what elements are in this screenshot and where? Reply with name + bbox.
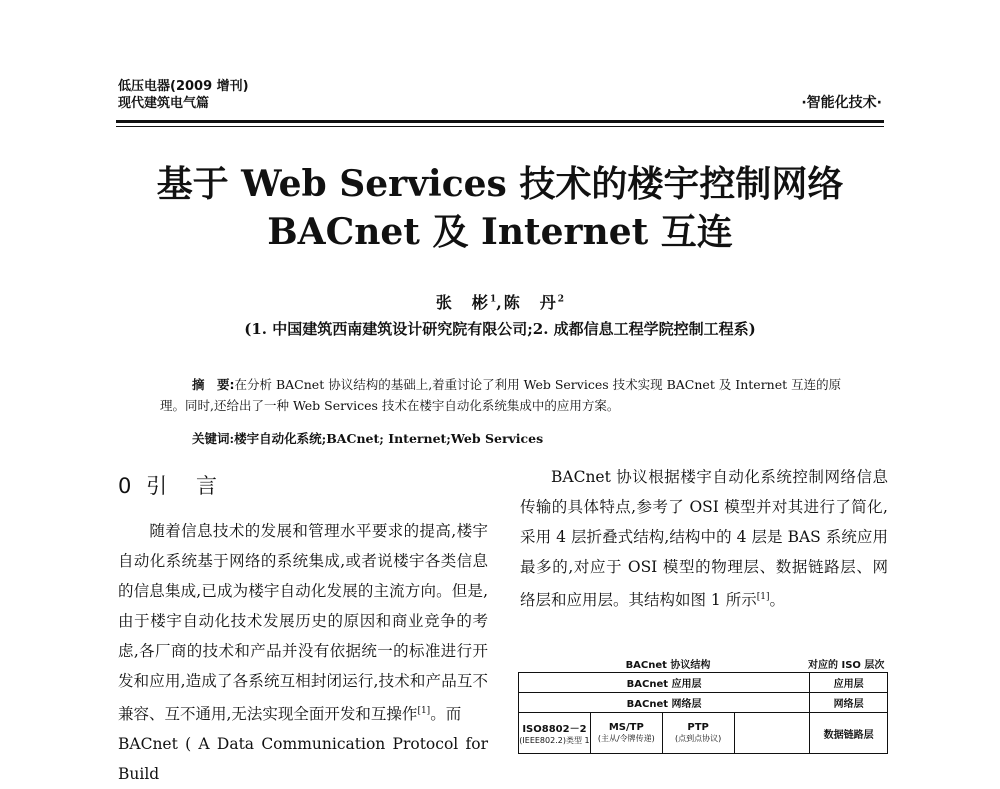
citation-1: [1]: [417, 706, 431, 716]
abstract-label: 摘 要:: [192, 377, 235, 392]
section-title: 引 言: [146, 474, 222, 498]
figure-row-application: [519, 673, 888, 693]
affiliations: (1. 中国建筑西南建筑设计研究院有限公司;2. 成都信息工程学院控制工程系): [244, 320, 756, 338]
iso-datalink: 数据链路层: [810, 713, 888, 754]
figure-header-left: BACnet 协议结构: [625, 660, 711, 671]
author-1: 张 彬: [435, 293, 490, 312]
section-tag: ·智能化技术·: [801, 95, 882, 111]
intro-paragraph: 随着信息技术的发展和管理水平要求的提高,楼宇自动化系统基于网络的系统集成,或者说楼宇各类信息的信息集成,已成为楼宇自动化发展的主流方向。但是,由于楼宇自动化技术发展历史的原因和商业竞争的考虑,各厂商的技术和产品并没有依据统一的标准进行开发和应用,造成了各系统互相封闭运行,技术和产品互不兼容、互不通用,无法实现全面开发和互操作: [118, 522, 488, 724]
figure-header-right: 对应的 ISO 层次: [808, 660, 885, 671]
layer-network: BACnet 网络层: [519, 693, 810, 713]
author-2: 陈 丹: [503, 293, 558, 312]
iso-network: 网络层: [810, 693, 888, 713]
figure-row-datalink: [519, 713, 888, 754]
header-rule-thick: [116, 120, 884, 123]
body-column-right: [520, 462, 888, 615]
intro-paragraph-tail: 。而: [430, 705, 462, 724]
mstp-label: MS/TP: [608, 722, 644, 733]
section-number: 0: [118, 474, 136, 498]
title-line-1: 基于 Web Services 技术的楼宇控制网络: [156, 163, 844, 205]
author-list: [100, 290, 900, 313]
abstract: [160, 374, 860, 416]
body-column-left: [118, 516, 488, 789]
author-separator: ,: [496, 293, 504, 312]
iso8802-label: ISO8802－2: [522, 724, 587, 735]
keywords: [192, 429, 543, 447]
journal-section: 现代建筑电气篇: [118, 96, 210, 111]
author-1-mark: 1: [489, 294, 497, 305]
layer-iso8802: [519, 713, 591, 754]
bacnet-paragraph-tail: 。: [769, 591, 785, 610]
citation-2: [1]: [756, 592, 770, 602]
mstp-sub: (主从/令牌传递): [597, 734, 655, 743]
layer-ptp: [662, 713, 734, 754]
header-rule-thin: [116, 126, 884, 127]
journal-header: [118, 78, 249, 112]
paper-title: [100, 160, 900, 256]
title-line-2: BACnet 及 Internet 互连: [267, 211, 733, 253]
iso8802-sub: (IEEE802.2)类型 1: [519, 736, 590, 745]
abstract-text: 在分析 BACnet 协议结构的基础上,着重讨论了利用 Web Services 技术实现 BACnet 及 Internet 互连的原理。同时,还给出了一种 Web Services 技术在楼宇自动化系统集成中的应用方案。: [160, 377, 842, 413]
iso-application: 应用层: [810, 673, 888, 693]
ptp-sub: (点到点协议): [675, 734, 722, 743]
figure-row-network: [519, 693, 888, 713]
ptp-label: PTP: [687, 722, 709, 733]
section-heading: [118, 470, 221, 500]
layer-empty-cell: [734, 713, 810, 754]
layer-mstp: [590, 713, 662, 754]
layer-application: BACnet 应用层: [519, 673, 810, 693]
bacnet-paragraph: BACnet 协议根据楼宇自动化系统控制网络信息传输的具体特点,参考了 OSI 模型并对其进行了简化,采用 4 层折叠式结构,结构中的 4 层是 BAS 系统应用最多的,对应于 OSI 模型的物理层、数据链路层、网络层和应用层。其结构如图 1 所示: [520, 468, 888, 610]
journal-name: 低压电器(2009 增刊): [118, 79, 249, 94]
bacnet-layer-figure: [518, 672, 888, 754]
keywords-label: 关键词:: [192, 431, 235, 446]
author-2-mark: 2: [557, 294, 565, 305]
intro-last-line: BACnet ( A Data Communication Protocol for Build: [118, 735, 488, 784]
keywords-text: 楼宇自动化系统;BACnet; Internet;Web Services: [234, 431, 544, 446]
